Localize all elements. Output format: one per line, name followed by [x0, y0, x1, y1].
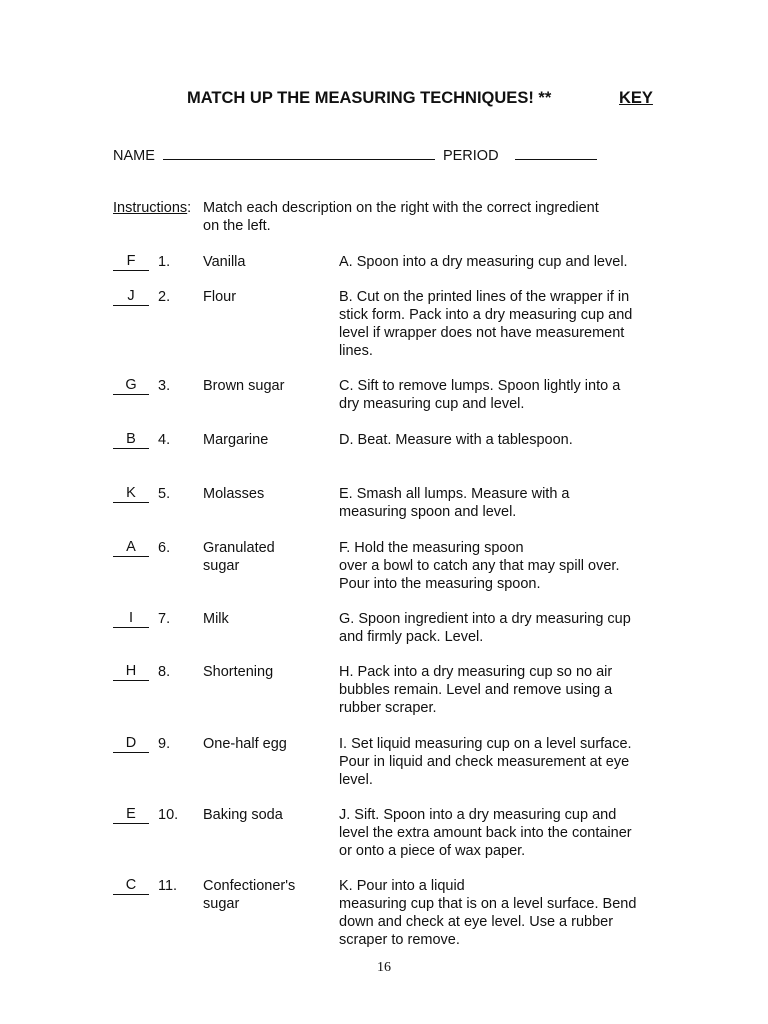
description-line: Pour in liquid and check measurement at eye — [339, 754, 630, 770]
technique-description — [339, 877, 669, 949]
answer-blank[interactable]: H — [113, 663, 149, 681]
item-number: 6. — [158, 540, 171, 556]
ingredient-line: Milk — [203, 611, 229, 627]
answer-blank[interactable]: B — [113, 431, 149, 449]
item-number: 10. — [158, 807, 179, 823]
ingredient — [203, 539, 323, 575]
instructions-line: Match each description on the right with the correct ingredient — [203, 200, 599, 216]
worksheet-title: MATCH UP THE MEASURING TECHNIQUES! ** — [187, 89, 552, 107]
answer-blank[interactable]: F — [113, 253, 149, 271]
description-line: stick form. Pack into a dry measuring cup and — [339, 307, 633, 323]
instructions-label: Instructions — [113, 200, 188, 216]
description-line: K. Pour into a liquid — [339, 878, 465, 894]
ingredient — [203, 663, 323, 681]
ingredient — [203, 735, 323, 753]
page-number: 16 — [377, 960, 391, 975]
answer-blank[interactable]: K — [113, 485, 149, 503]
technique-description — [339, 539, 669, 593]
technique-description — [339, 735, 669, 789]
ingredient-line: Margarine — [203, 432, 269, 448]
answer-blank[interactable]: C — [113, 877, 149, 895]
description-line: lines. — [339, 343, 373, 359]
ingredient-line: Granulated — [203, 540, 275, 556]
technique-description — [339, 288, 669, 360]
description-line: bubbles remain. Level and remove using a — [339, 682, 613, 698]
ingredient — [203, 806, 323, 824]
description-line: down and check at eye level. Use a rubber — [339, 914, 614, 930]
ingredient-line: Flour — [203, 289, 237, 305]
answer-blank[interactable]: A — [113, 539, 149, 557]
name-label: NAME — [113, 148, 155, 164]
description-line: H. Pack into a dry measuring cup so no air — [339, 664, 613, 680]
answer-blank[interactable]: G — [113, 377, 149, 395]
ingredient — [203, 431, 323, 449]
instructions-label-wrap: Instructions: — [113, 200, 192, 216]
technique-description — [339, 610, 669, 646]
description-line: over a bowl to catch any that may spill over. — [339, 558, 620, 574]
description-line: G. Spoon ingredient into a dry measuring cup — [339, 611, 631, 627]
instructions-text — [203, 199, 633, 235]
ingredient — [203, 377, 323, 395]
description-line: or onto a piece of wax paper. — [339, 843, 526, 859]
item-number: 1. — [158, 254, 171, 270]
item-number: 9. — [158, 736, 171, 752]
description-line: dry measuring cup and level. — [339, 396, 525, 412]
answer-blank[interactable]: J — [113, 288, 149, 306]
description-line: F. Hold the measuring spoon — [339, 540, 524, 556]
description-line: J. Sift. Spoon into a dry measuring cup and — [339, 807, 617, 823]
ingredient-line: Vanilla — [203, 254, 246, 270]
description-line: C. Sift to remove lumps. Spoon lightly into a — [339, 378, 621, 394]
description-line: measuring cup that is on a level surface. Bend — [339, 896, 637, 912]
ingredient — [203, 610, 323, 628]
period-label: PERIOD — [442, 148, 499, 164]
item-number: 3. — [158, 378, 171, 394]
ingredient — [203, 253, 323, 271]
period-blank[interactable] — [515, 145, 597, 160]
ingredient-line: Baking soda — [203, 807, 283, 823]
description-line: measuring spoon and level. — [339, 504, 517, 520]
ingredient-line: Confectioner's — [203, 878, 296, 894]
instructions-line: on the left. — [203, 218, 271, 234]
ingredient-line: sugar — [203, 896, 240, 912]
ingredient-line: Molasses — [203, 486, 265, 502]
description-line: E. Smash all lumps. Measure with a — [339, 486, 570, 502]
description-line: I. Set liquid measuring cup on a level surface. — [339, 736, 632, 752]
description-line: D. Beat. Measure with a tablespoon. — [339, 432, 573, 448]
answer-blank[interactable]: I — [113, 610, 149, 628]
description-line: level the extra amount back into the container — [339, 825, 632, 841]
description-line: and firmly pack. Level. — [339, 629, 484, 645]
item-number: 4. — [158, 432, 171, 448]
description-line: rubber scraper. — [339, 700, 437, 716]
student-info-line — [113, 145, 597, 165]
technique-description — [339, 253, 669, 271]
ingredient — [203, 877, 323, 913]
description-line: Pour into the measuring spoon. — [339, 576, 541, 592]
ingredient — [203, 288, 323, 306]
ingredient-line: Shortening — [203, 664, 274, 680]
item-number: 8. — [158, 664, 171, 680]
description-line: B. Cut on the printed lines of the wrapper if in — [339, 289, 630, 305]
technique-description — [339, 663, 669, 717]
answer-blank[interactable]: D — [113, 735, 149, 753]
description-line: A. Spoon into a dry measuring cup and level. — [339, 254, 628, 270]
ingredient-line: Brown sugar — [203, 378, 285, 394]
technique-description — [339, 431, 669, 449]
technique-description — [339, 806, 669, 860]
description-line: scraper to remove. — [339, 932, 460, 948]
ingredient-line: sugar — [203, 558, 240, 574]
answer-blank[interactable]: E — [113, 806, 149, 824]
key-label: KEY — [619, 89, 653, 107]
ingredient-line: One-half egg — [203, 736, 287, 752]
description-line: level if wrapper does not have measurement — [339, 325, 625, 341]
technique-description — [339, 377, 669, 413]
item-number: 5. — [158, 486, 171, 502]
item-number: 2. — [158, 289, 171, 305]
item-number: 7. — [158, 611, 171, 627]
ingredient — [203, 485, 323, 503]
item-number: 11. — [158, 878, 178, 894]
name-blank[interactable] — [163, 145, 435, 160]
description-line: level. — [339, 772, 373, 788]
technique-description — [339, 485, 669, 521]
